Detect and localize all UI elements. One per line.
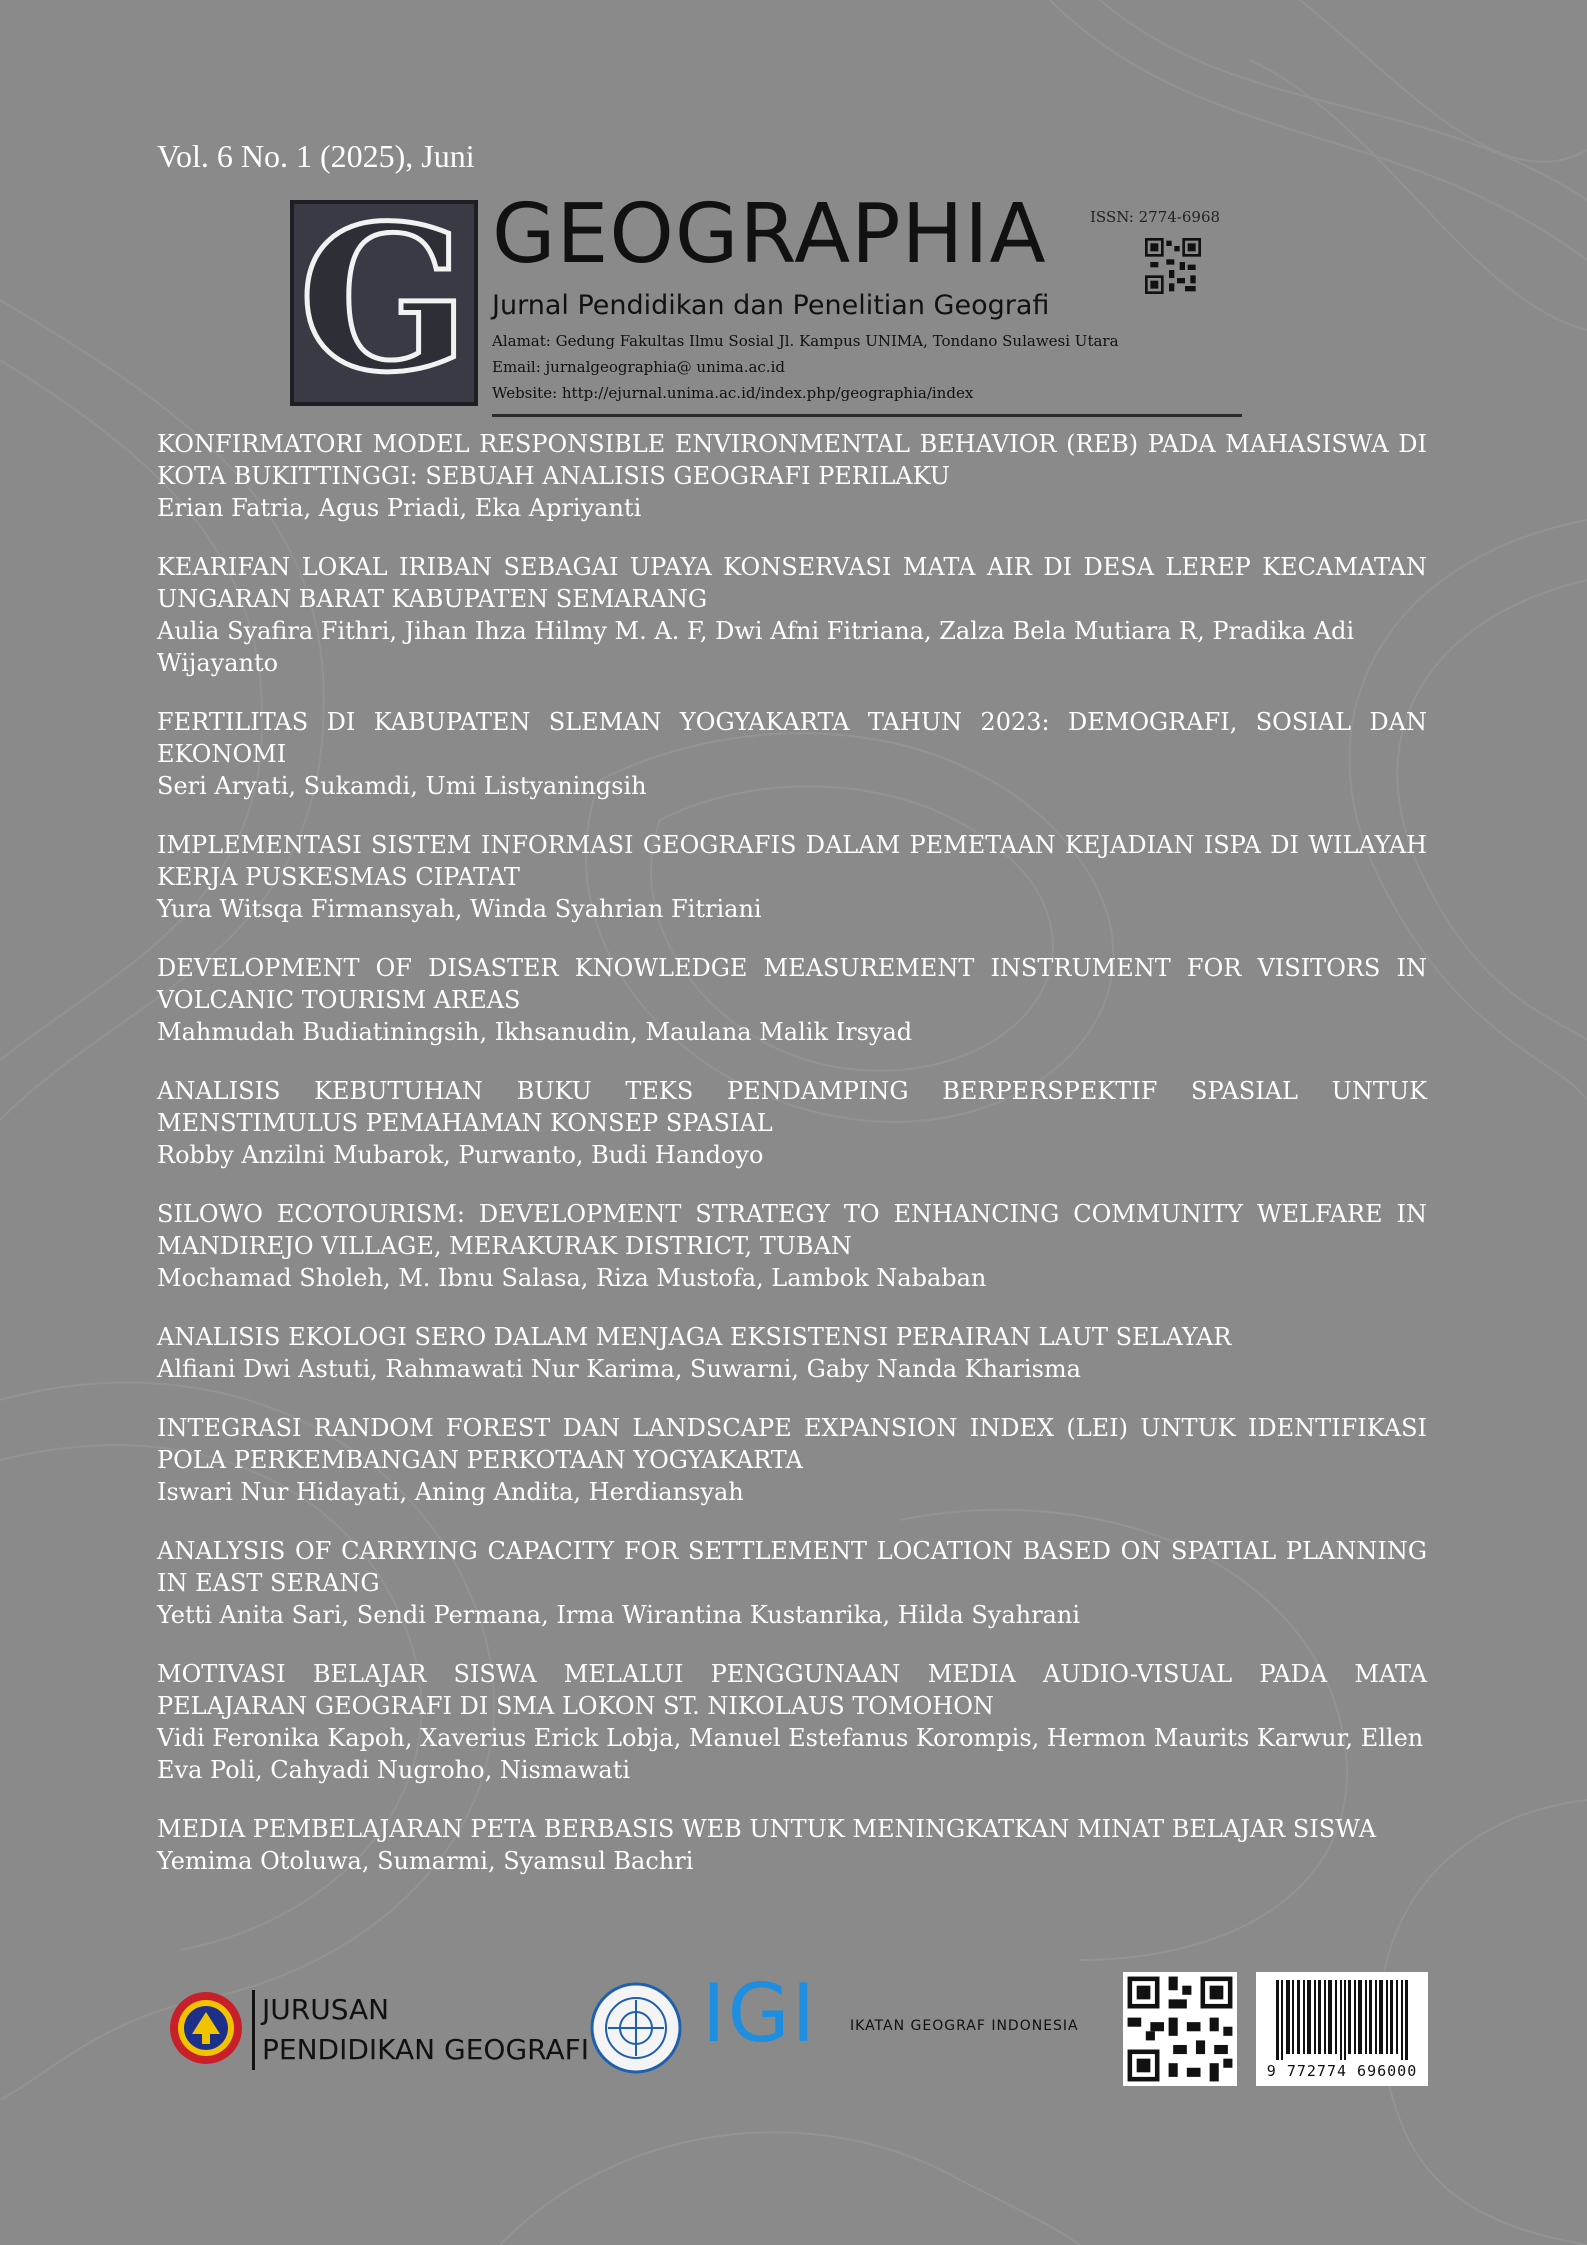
article-entry xyxy=(157,1658,1427,1786)
article-entry xyxy=(157,952,1427,1048)
article-entry xyxy=(157,1535,1427,1631)
article-title: FERTILITAS DI KABUPATEN SLEMAN YOGYAKARTA TAHUN 2023: DEMOGRAFI, SOSIAL DAN EKONOMI xyxy=(157,708,1427,768)
article-entry xyxy=(157,1412,1427,1508)
article-authors: Yetti Anita Sari, Sendi Permana, Irma Wirantina Kustanrika, Hilda Syahrani xyxy=(157,1601,1080,1629)
article-entry xyxy=(157,1813,1427,1877)
igi-logo-text: IGI xyxy=(702,1967,818,2060)
journal-masthead xyxy=(290,182,1250,417)
article-title: ANALISIS EKOLOGI SERO DALAM MENJAGA EKSISTENSI PERAIRAN LAUT SELAYAR xyxy=(157,1323,1232,1351)
university-seal-icon xyxy=(168,1990,244,2066)
article-authors: Alfiani Dwi Astuti, Rahmawati Nur Karima, Suwarni, Gaby Nanda Kharisma xyxy=(157,1355,1081,1383)
article-title: ANALYSIS OF CARRYING CAPACITY FOR SETTLEMENT LOCATION BASED ON SPATIAL PLANNING IN EAST SERANG xyxy=(157,1537,1427,1597)
article-title: MOTIVASI BELAJAR SISWA MELALUI PENGGUNAAN MEDIA AUDIO-VISUAL PADA MATA PELAJARAN GEOGRAFI DI SMA LOKON ST. NIKOLAUS TOMOHON xyxy=(157,1660,1427,1720)
igi-seal-icon xyxy=(590,1982,682,2074)
article-authors: Mahmudah Budiatiningsih, Ikhsanudin, Maulana Malik Irsyad xyxy=(157,1018,913,1046)
journal-subtitle: Jurnal Pendidikan dan Penelitian Geografi xyxy=(492,290,1050,321)
article-entry xyxy=(157,1321,1427,1385)
qr-code-icon xyxy=(1123,1972,1237,2086)
masthead-divider xyxy=(492,414,1242,417)
journal-logo xyxy=(290,182,478,417)
article-authors: Yemima Otoluwa, Sumarmi, Syamsul Bachri xyxy=(157,1847,694,1875)
article-entry xyxy=(157,706,1427,802)
isbn-barcode xyxy=(1256,1972,1428,2086)
journal-title: GEOGRAPHIA xyxy=(492,187,1047,282)
article-authors: Yura Witsqa Firmansyah, Winda Syahrian Fitriani xyxy=(157,895,762,923)
article-title: INTEGRASI RANDOM FOREST DAN LANDSCAPE EXPANSION INDEX (LEI) UNTUK IDENTIFIKASI POLA PERKEMBANGAN PERKOTAAN YOGYAKARTA xyxy=(157,1414,1427,1474)
article-authors: Aulia Syafira Fithri, Jihan Ihza Hilmy M. A. F, Dwi Afni Fitriana, Zalza Bela Mutiara R, Pradika Adi Wijayanto xyxy=(157,617,1355,677)
article-title: MEDIA PEMBELAJARAN PETA BERBASIS WEB UNTUK MENINGKATKAN MINAT BELAJAR SISWA xyxy=(157,1815,1377,1843)
jurusan-divider xyxy=(252,1990,255,2070)
igi-full-name: IKATAN GEOGRAF INDONESIA xyxy=(850,2018,1079,2034)
article-entry xyxy=(157,1075,1427,1171)
department-name xyxy=(262,1990,589,2070)
article-title: KEARIFAN LOKAL IRIBAN SEBAGAI UPAYA KONSERVASI MATA AIR DI DESA LEREP KECAMATAN UNGARAN BARAT KABUPATEN SEMARANG xyxy=(157,553,1427,613)
article-title: IMPLEMENTASI SISTEM INFORMASI GEOGRAFIS DALAM PEMETAAN KEJADIAN ISPA DI WILAYAH KERJA PUSKESMAS CIPATAT xyxy=(157,831,1427,891)
department-line-2: PENDIDIKAN GEOGRAFI xyxy=(262,2033,589,2066)
logo-letter: G xyxy=(298,182,470,417)
article-title: KONFIRMATORI MODEL RESPONSIBLE ENVIRONMENTAL BEHAVIOR (REB) PADA MAHASISWA DI KOTA BUKITTINGGI: SEBUAH ANALISIS GEOGRAFI PERILAKU xyxy=(157,430,1427,490)
article-entry xyxy=(157,829,1427,925)
article-entry xyxy=(157,551,1427,679)
journal-address: Alamat: Gedung Fakultas Ilmu Sosial Jl. Kampus UNIMA, Tondano Sulawesi Utara xyxy=(492,332,1119,350)
barcode-number: 9 772774 696000 xyxy=(1266,2062,1418,2080)
article-title: DEVELOPMENT OF DISASTER KNOWLEDGE MEASUREMENT INSTRUMENT FOR VISITORS IN VOLCANIC TOURISM AREAS xyxy=(157,954,1427,1014)
journal-email: Email: jurnalgeographia@ unima.ac.id xyxy=(492,358,785,376)
issn: ISSN: 2774-6968 xyxy=(1090,208,1221,226)
article-entry xyxy=(157,1198,1427,1294)
article-authors: Iswari Nur Hidayati, Aning Andita, Herdiansyah xyxy=(157,1478,744,1506)
article-authors: Vidi Feronika Kapoh, Xaverius Erick Lobja, Manuel Estefanus Korompis, Hermon Maurits Karwur, Ellen Eva Poli, Cahyadi Nugroho, Nismawati xyxy=(157,1724,1424,1784)
volume-issue: Vol. 6 No. 1 (2025), Juni xyxy=(157,138,475,174)
article-title: ANALISIS KEBUTUHAN BUKU TEKS PENDAMPING BERPERSPEKTIF SPASIAL UNTUK MENSTIMULUS PEMAHAMAN KONSEP SPASIAL xyxy=(157,1077,1427,1137)
article-entry xyxy=(157,428,1427,524)
qr-code-icon xyxy=(1145,238,1201,294)
table-of-contents xyxy=(157,428,1427,1904)
barcode-icon xyxy=(1256,1976,1428,2064)
cover-footer xyxy=(0,1960,1587,2100)
article-authors: Mochamad Sholeh, M. Ibnu Salasa, Riza Mustofa, Lambok Nababan xyxy=(157,1264,987,1292)
article-authors: Robby Anzilni Mubarok, Purwanto, Budi Handoyo xyxy=(157,1141,764,1169)
article-authors: Seri Aryati, Sukamdi, Umi Listyaningsih xyxy=(157,772,647,800)
department-line-1: JURUSAN xyxy=(262,1993,390,2026)
journal-website: Website: http://ejurnal.unima.ac.id/index.php/geographia/index xyxy=(492,384,974,402)
article-title: SILOWO ECOTOURISM: DEVELOPMENT STRATEGY TO ENHANCING COMMUNITY WELFARE IN MANDIREJO VILLAGE, MERAKURAK DISTRICT, TUBAN xyxy=(157,1200,1427,1260)
article-authors: Erian Fatria, Agus Priadi, Eka Apriyanti xyxy=(157,494,642,522)
